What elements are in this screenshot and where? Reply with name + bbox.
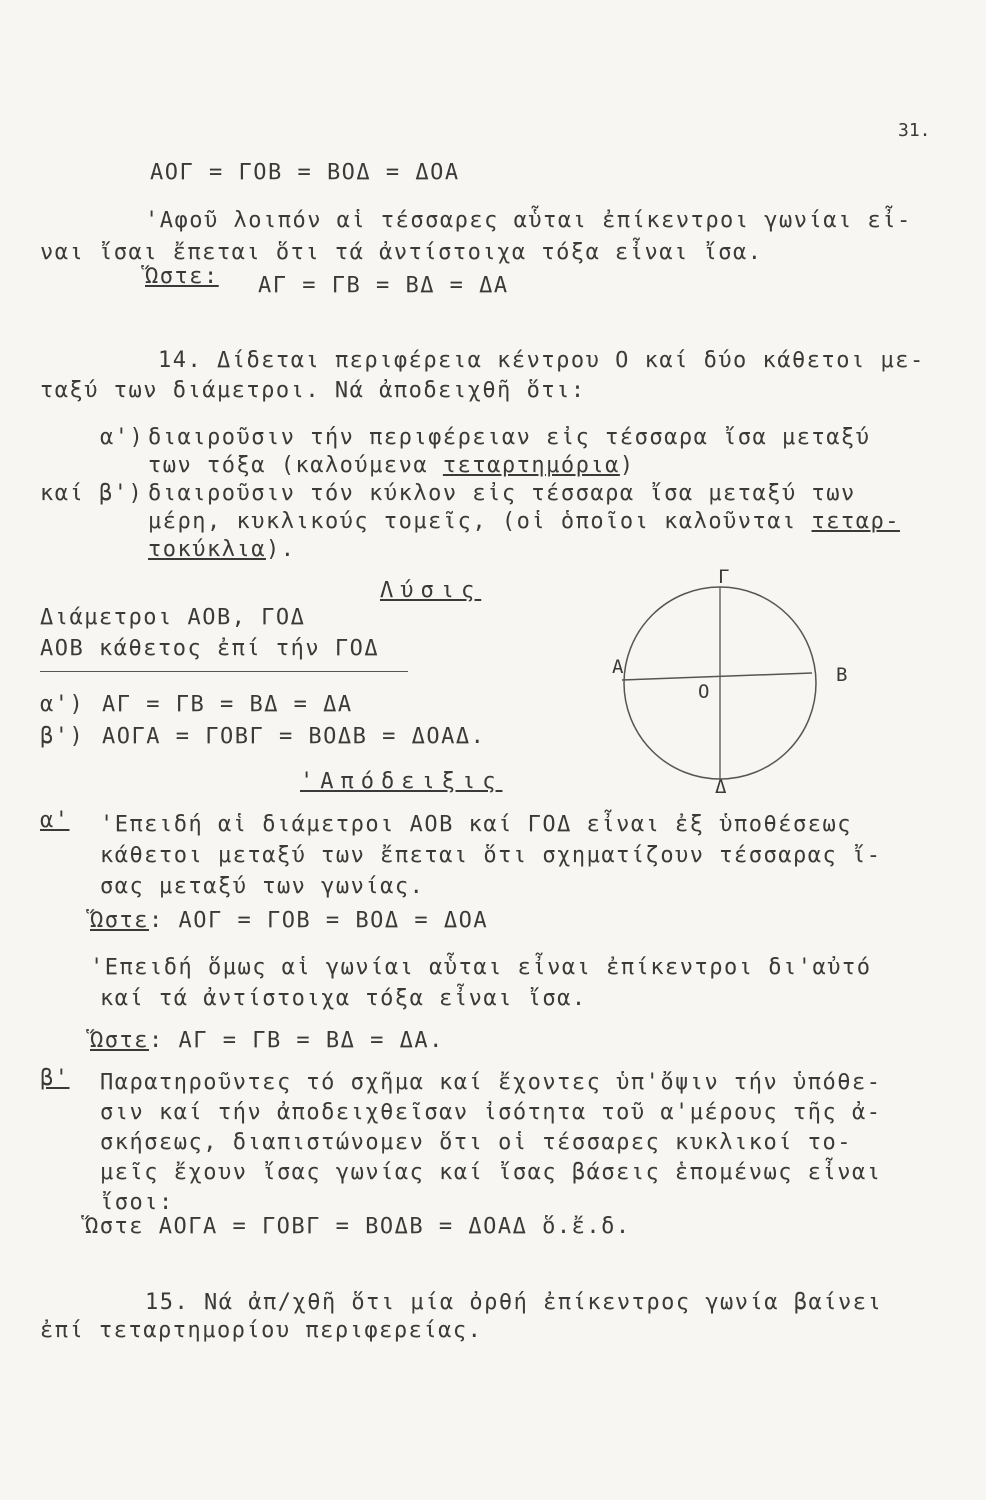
proof-a-hoste-2: Ὥστε: ΑΓ = ΓΒ = ΒΔ = ΔΑ. [90, 1028, 444, 1053]
proof-b-conclusion: Ὥστε ΑΟΓΑ = ΓΟΒΓ = ΒΟΔΒ = ΔΟΑΔ ὅ.ἔ.δ. [85, 1214, 631, 1239]
problem15-line-1: 15. Νά ἀπ/χθῆ ὅτι μία ὀρθή ἐπίκεντρος γωνία βαίνει [145, 1290, 883, 1315]
diameter-AB [622, 673, 812, 680]
given-line-2: ΑΟΒ κάθετος ἐπί τήν ΓΟΔ [40, 636, 380, 661]
proof-b-marker: β' [40, 1066, 70, 1091]
problem14-b-line-3: τοκύκλια). [148, 537, 296, 562]
circle-diagram [600, 555, 870, 805]
intro-line-2: ναι ἴσαι ἔπεται ὅτι τά ἀντίστοιχα τόξα εἶναι ἴσα. [40, 240, 763, 265]
label-top: Γ [718, 566, 730, 588]
proof-b-line-2: σιν καί τήν ἀποδειχθεῖσαν ἰσότητα τοῦ α'μέρους τῆς ἀ- [100, 1100, 882, 1125]
problem14-b-line-1: διαιροῦσιν τόν κύκλον εἰς τέσσαρα ἴσα μεταξύ των [148, 481, 856, 506]
proof-a-line-4: 'Επειδή ὅμως αἱ γωνίαι αὗται εἶναι ἐπίκεντροι δι'αὐτό [90, 955, 872, 980]
problem14-b-line-2: μέρη, κυκλικούς τομεῖς, (οἱ ὁποῖοι καλοῦνται τεταρ- [148, 509, 901, 534]
claim-b: ΑΟΓΑ = ΓΟΒΓ = ΒΟΔΒ = ΔΟΑΔ. [102, 724, 486, 749]
page-number: 31. [898, 120, 931, 141]
proof-a-hoste-1: Ὥστε: ΑΟΓ = ΓΟΒ = ΒΟΔ = ΔΟΑ [90, 908, 489, 933]
proof-b-line-1: Παρατηροῦντες τό σχῆμα καί ἔχοντες ὑπ'ὄψιν τήν ὑπόθε- [100, 1070, 882, 1095]
solution-heading: Λύσις [380, 578, 482, 603]
proof-b-line-3: σκήσεως, διαπιστώνομεν ὅτι οἱ τέσσαρες κυκλικοί το- [100, 1130, 853, 1155]
given-line-1: Διάμετροι ΑΟΒ, ΓΟΔ [40, 605, 306, 630]
label-right: Β [836, 664, 848, 686]
problem14-a-line-2: των τόξα (καλούμενα τεταρτημόρια) [148, 453, 635, 478]
proof-heading: 'Απόδειξις [300, 769, 503, 794]
intro-line-1: 'Αφοῦ λοιπόν αἱ τέσσαρες αὗται ἐπίκεντροι γωνίαι εἶ- [145, 208, 912, 233]
problem14-a-line-1: διαιροῦσιν τήν περιφέρειαν εἰς τέσσαρα ἴσα μεταξύ [148, 425, 871, 450]
proof-b-line-4: μεῖς ἔχουν ἴσας γωνίας καί ἴσας βάσεις ἑπομένως εἶναι [100, 1160, 882, 1185]
proof-a-line-3: σας μεταξύ των γωνίας. [100, 874, 425, 899]
claim-a: ΑΓ = ΓΒ = ΒΔ = ΔΑ [102, 692, 353, 717]
problem14-line-1: 14. Δίδεται περιφέρεια κέντρου Ο καί δύο κάθετοι με- [158, 348, 925, 373]
proof-b-line-5: ἴσοι: [100, 1190, 174, 1215]
intro-hoste-label: Ὥστε: [145, 264, 219, 289]
given-divider [40, 671, 408, 672]
label-center: Ο [698, 681, 710, 703]
circle-figure [600, 555, 870, 805]
intro-hoste-equation: ΑΓ = ΓΒ = ΒΔ = ΔΑ [258, 273, 509, 298]
problem15-line-2: ἐπί τεταρτημορίου περιφερείας. [40, 1318, 483, 1343]
proof-a-line-1: 'Επειδή αἱ διάμετροι ΑΟΒ καί ΓΟΔ εἶναι ἐξ ὑποθέσεως [100, 812, 853, 837]
label-bottom: Δ [715, 776, 727, 798]
proof-a-line-5: καί τά ἀντίστοιχα τόξα εἶναι ἴσα. [100, 986, 587, 1011]
problem14-b-marker: καί β') [40, 481, 144, 506]
header-equation: ΑΟΓ = ΓΟΒ = ΒΟΔ = ΔΟΑ [150, 160, 460, 185]
proof-a-marker: α' [40, 808, 70, 833]
problem14-a-marker: α') [100, 425, 145, 450]
label-left: Α [612, 656, 624, 678]
problem14-line-2: ταξύ των διάμετροι. Νά ἀποδειχθῆ ὅτι: [40, 378, 586, 403]
claim-b-marker: β') [40, 724, 85, 749]
proof-a-line-2: κάθετοι μεταξύ των ἔπεται ὅτι σχηματίζουν τέσσαρας ἴ- [100, 843, 882, 868]
claim-a-marker: α') [40, 692, 85, 717]
